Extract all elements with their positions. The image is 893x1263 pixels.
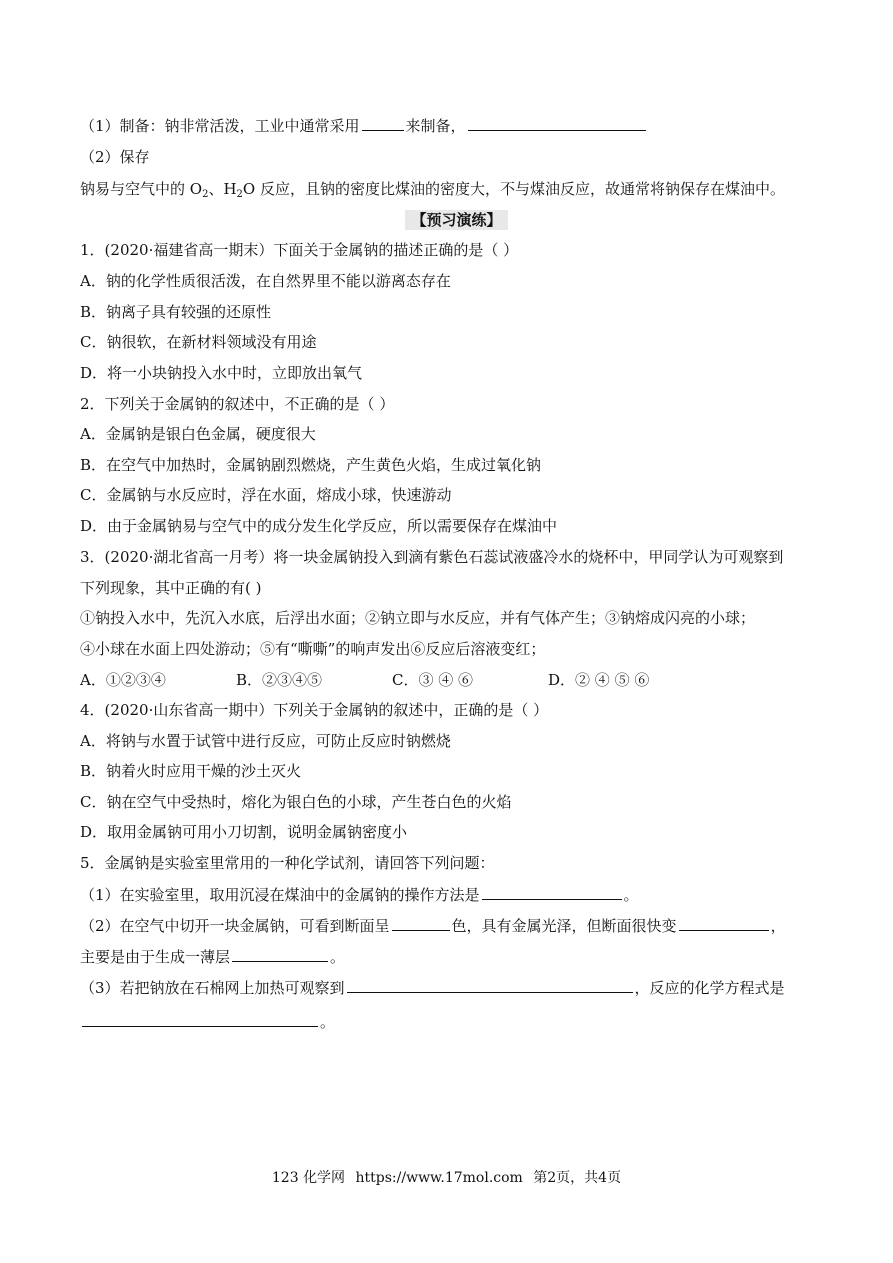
q5-text: 色，具有金属光泽，但断面很快变 bbox=[451, 917, 677, 935]
q5-stem: 5．金属钠是实验室里常用的一种化学试剂，请回答下列问题： bbox=[80, 854, 495, 872]
q2-option-c: C．金属钠与水反应时，浮在水面，熔成小球，快速游动 bbox=[80, 486, 452, 504]
q5-part-2 bbox=[80, 915, 833, 936]
q5-text: 。 bbox=[320, 1013, 336, 1031]
prep-text: 钠易与空气中的 O bbox=[80, 180, 203, 198]
answer-blank[interactable] bbox=[679, 915, 769, 931]
q5-part-3 bbox=[80, 977, 833, 998]
footer-page-number: 第2页，共4页 bbox=[533, 1170, 622, 1186]
prep-text: 来制备， bbox=[405, 117, 466, 135]
q1-option-a: A．钠的化学性质很活泼，在自然界里不能以游离态存在 bbox=[80, 272, 451, 290]
q1-option-b: B．钠离子具有较强的还原性 bbox=[80, 303, 272, 321]
answer-blank[interactable] bbox=[347, 977, 633, 993]
answer-blank[interactable] bbox=[362, 115, 404, 131]
q3-stem-2: 下列现象，其中正确的有( ) bbox=[80, 579, 262, 597]
q1-stem: 1．(2020·福建省高一期末）下面关于金属钠的描述正确的是（ ） bbox=[80, 241, 519, 259]
subscript: 2 bbox=[202, 189, 209, 200]
q4-option-c: C．钠在空气中受热时，熔化为银白色的小球，产生苍白色的火焰 bbox=[80, 793, 512, 811]
q4-option-a: A．将钠与水置于试管中进行反应，可防止反应时钠燃烧 bbox=[80, 732, 451, 750]
footer-site: 123 化学网 bbox=[271, 1170, 346, 1186]
q5-part-1 bbox=[80, 884, 833, 905]
answer-blank[interactable] bbox=[392, 915, 450, 931]
answer-blank[interactable] bbox=[482, 884, 622, 900]
prep-line-2: （2）保存 bbox=[80, 148, 150, 166]
page-footer bbox=[0, 1168, 893, 1188]
q5-text: ， bbox=[770, 917, 786, 935]
q5-text: ，反应的化学方程式是 bbox=[634, 979, 785, 997]
q1-option-d: D．将一小块钠投入水中时，立即放出氧气 bbox=[80, 364, 363, 382]
prep-text: （1）制备：钠非常活泼，工业中通常采用 bbox=[80, 117, 360, 135]
q4-stem: 4．(2020·山东省高一期中）下列关于金属钠的叙述中，正确的是（ ） bbox=[80, 701, 549, 719]
prep-line-3 bbox=[80, 179, 833, 205]
q5-text: 。 bbox=[330, 948, 346, 966]
q5-text: 主要是由于生成一薄层 bbox=[80, 948, 231, 966]
q2-option-a: A．金属钠是银白色金属，硬度很大 bbox=[80, 425, 316, 443]
q5-text: 。 bbox=[623, 886, 639, 904]
q4-option-d: D．取用金属钠可用小刀切割，说明金属钠密度小 bbox=[80, 823, 408, 841]
q1-option-c: C．钠很软，在新材料领域没有用途 bbox=[80, 333, 317, 351]
q2-option-b: B．在空气中加热时，金属钠剧烈燃烧，产生黄色火焰，生成过氧化钠 bbox=[80, 456, 542, 474]
q5-text: （2）在空气中切开一块金属钠，可看到断面呈 bbox=[80, 917, 390, 935]
q3-option-a: A．①②③④ bbox=[80, 671, 166, 689]
q3-option-d: D．② ④ ⑤ ⑥ bbox=[548, 671, 650, 689]
prep-line-1 bbox=[80, 115, 833, 136]
q4-option-b: B．钠着火时应用干燥的沙土灭火 bbox=[80, 762, 302, 780]
q3-option-c: C．③ ④ ⑥ bbox=[392, 671, 474, 689]
q5-text: （3）若把钠放在石棉网上加热可观察到 bbox=[80, 979, 345, 997]
q5-part-2-cont bbox=[80, 946, 833, 967]
q5-text: （1）在实验室里，取用沉浸在煤油中的金属钠的操作方法是 bbox=[80, 886, 480, 904]
footer-url[interactable]: https://www.17mol.com bbox=[355, 1170, 523, 1186]
section-title: 【预习演练】 bbox=[405, 210, 507, 230]
q3-items-1: ①钠投入水中，先沉入水底，后浮出水面；②钠立即与水反应，并有气体产生；③钠熔成闪亮的小球； bbox=[80, 609, 756, 627]
q3-items-2: ④小球在水面上四处游动；⑤有“嘶嘶”的响声发出⑥反应后溶液变红； bbox=[80, 640, 546, 658]
q5-part-3-cont bbox=[80, 1011, 833, 1032]
q3-options bbox=[80, 670, 833, 690]
answer-blank[interactable] bbox=[468, 115, 646, 131]
answer-blank[interactable] bbox=[232, 946, 328, 962]
section-heading bbox=[80, 210, 833, 230]
prep-text: 、H bbox=[208, 180, 237, 198]
q3-stem-1: 3．(2020·湖北省高一月考）将一块金属钠投入到滴有紫色石蕊试液盛冷水的烧杯中，甲同学认为可观察到 bbox=[80, 548, 784, 566]
prep-text: O 反应，且钠的密度比煤油的密度大，不与煤油反应，故通常将钠保存在煤油中。 bbox=[242, 180, 785, 198]
answer-blank[interactable] bbox=[82, 1011, 318, 1027]
q3-option-b: B．②③④⑤ bbox=[236, 671, 323, 689]
q2-option-d: D．由于金属钠易与空气中的成分发生化学反应，所以需要保存在煤油中 bbox=[80, 517, 558, 535]
q2-stem: 2．下列关于金属钠的叙述中，不正确的是（ ） bbox=[80, 395, 395, 413]
subscript: 2 bbox=[236, 189, 243, 200]
